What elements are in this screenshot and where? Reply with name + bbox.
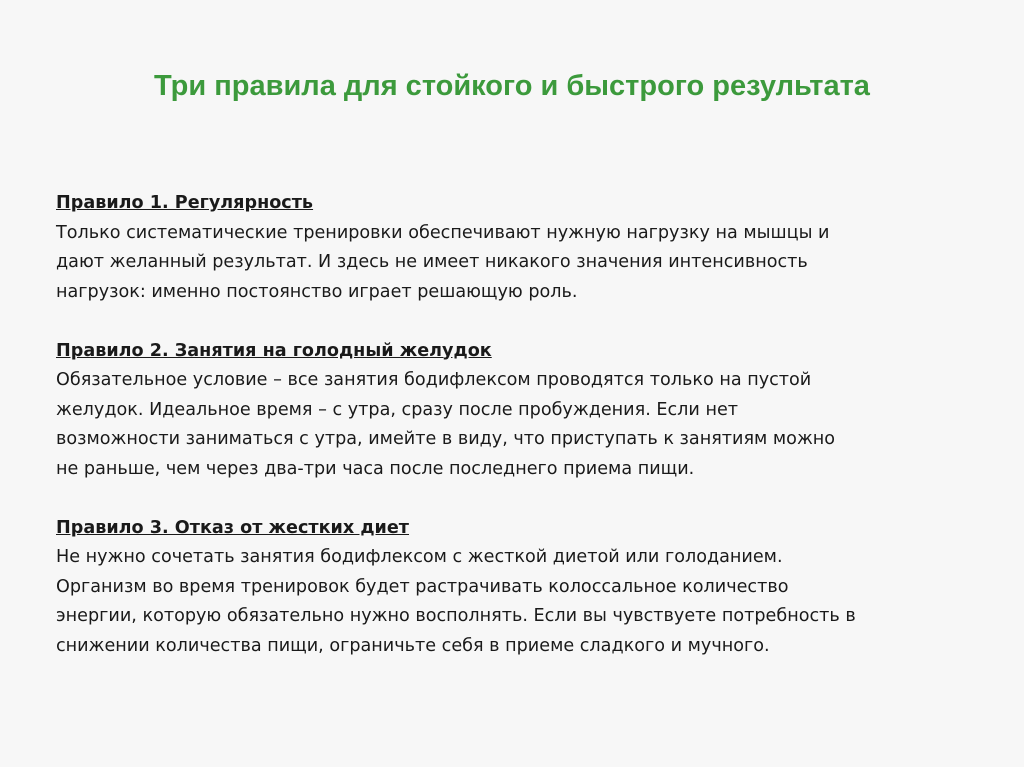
rule-1-line: нагрузок: именно постоянство играет решающую роль. bbox=[56, 281, 578, 302]
rule-3-heading: Правило 3. Отказ от жестких диет bbox=[56, 517, 410, 538]
slide-title: Три правила для стойкого и быстрого результата bbox=[154, 70, 870, 102]
rule-1-line: дают желанный результат. И здесь не имеет никакого значения интенсивность bbox=[56, 252, 808, 272]
rule-2-line: не раньше, чем через два-три часа после последнего приема пищи. bbox=[56, 458, 695, 479]
rule-3-line: Не нужно сочетать занятия бодифлексом с жесткой диетой или голоданием. bbox=[56, 547, 783, 567]
rule-1-heading: Правило 1. Регулярность bbox=[56, 193, 314, 213]
rule-3-line: Организм во время тренировок будет растрачивать колоссальное количество bbox=[56, 576, 789, 597]
rule-2-line: Обязательное условие – все занятия бодифлексом проводятся только на пустой bbox=[56, 370, 812, 390]
rule-3 bbox=[56, 514, 986, 662]
rule-2-heading: Правило 2. Занятия на голодный желудок bbox=[56, 340, 492, 361]
rule-1 bbox=[56, 189, 986, 307]
rule-1-line: Только систематические тренировки обеспечивают нужную нагрузку на мышцы и bbox=[56, 222, 830, 243]
rule-3-line: снижении количества пищи, ограничьте себя в приеме сладкого и мучного. bbox=[56, 635, 770, 656]
rule-2-line: желудок. Идеальное время – с утра, сразу после пробуждения. Если нет bbox=[56, 399, 739, 420]
rule-3-line: энергии, которую обязательно нужно восполнять. Если вы чувствуете потребность в bbox=[56, 606, 856, 626]
rule-2-line: возможности заниматься с утра, имейте в виду, что приступать к занятиям можно bbox=[56, 429, 836, 449]
slide-content bbox=[56, 189, 986, 691]
rule-2 bbox=[56, 337, 986, 485]
